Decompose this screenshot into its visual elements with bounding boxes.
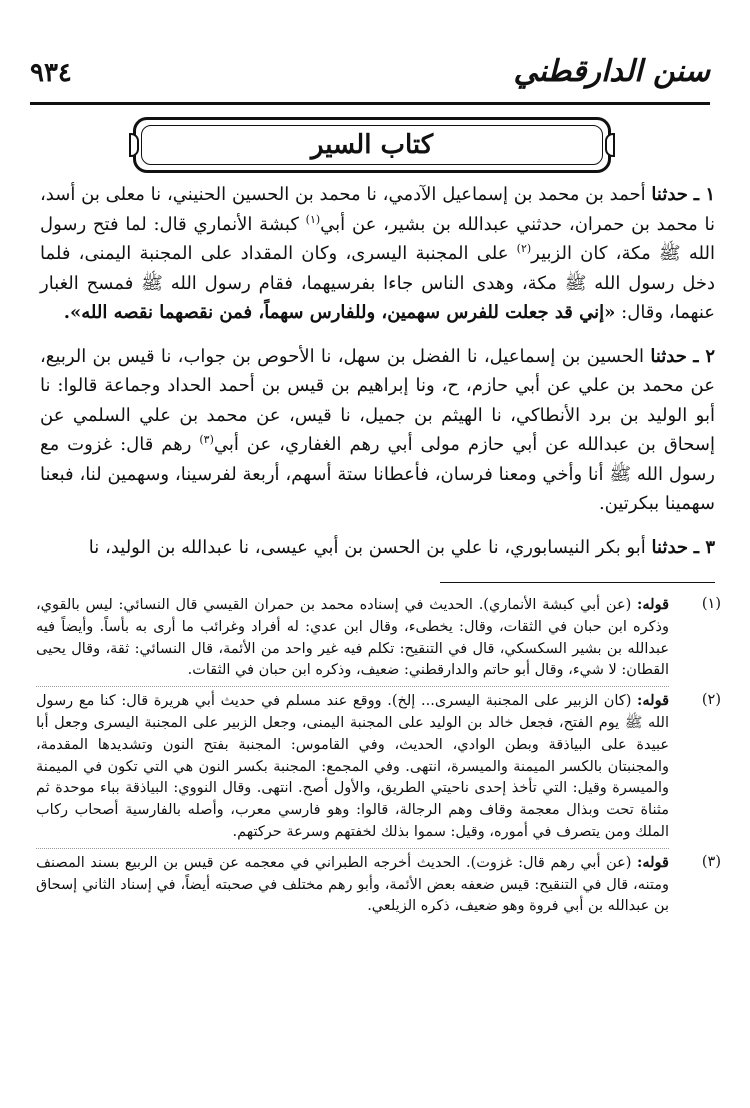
narration-lead: حدثنا xyxy=(650,345,687,367)
footnote-ref-1: (١) xyxy=(305,212,321,226)
book-title: سنن الدارقطني xyxy=(513,54,710,89)
narration-text: على المجنبة اليسرى، وكان المقداد على المجنبة اليمنى، فلما دخل رسول الله ﷺ مكة، وهدى الناس جاءا بفرسيهما، فقام رسول الله ﷺ فمسح الغبار عنهما، وقال: xyxy=(40,243,715,323)
footnote-quote: (عن أبي كبشة الأنماري). xyxy=(478,597,632,613)
footnote-keyword: قوله: xyxy=(637,853,669,871)
footnote-ref-3: (٣) xyxy=(199,433,214,446)
hadith-paragraph-2 xyxy=(40,342,715,519)
footnote-3 xyxy=(36,852,721,918)
footnote-1 xyxy=(36,594,721,682)
footnotes xyxy=(36,594,721,926)
isnad-text: الحسين بن إسماعيل، نا الفضل بن سهل، نا الأحوص بن جواب، نا قيس بن الربيع، عن محمد بن علي عن أبي حازم، ح، ونا إبراهيم بن قيس بن أحمد الحداد وجماعة قالوا: نا أبو الوليد بن برد الأنطاكي، نا الهيثم بن جميل، نا قيس، عن محمد بن علي السلمي عن إسحاق بن عبدالله عن أبي حازم مولى أبي رهم الغفاري، عن أبي xyxy=(40,345,715,455)
hadith-number: ١ ـ xyxy=(693,184,715,205)
chapter-title: كتاب السير xyxy=(310,130,434,160)
isnad-text: أحمد بن محمد بن إسماعيل الآدمي، نا محمد بن الحسين الحنيني، نا معلى بن أسد، نا محمد بن حمران، حدثني عبدالله بن بشير، عن أبي xyxy=(40,184,715,235)
footnote-text: الحديث في إسناده محمد بن حمران القيسي قال النسائي: ليس بالقوي، وذكره ابن حبان في الثقات، وقال: يخطىء، وقال ابن عدي: له أفراد وغرائب ما أرى به بأساً. وأيضاً فيه عبدالله بن بشير السكسكي، قال في التنقيح: تكلم فيه غير واحد من الأئمة، قال النسائي: ثقة، وقال يحيى القطان: لا شيء، وقال أبو حاتم والدارقطني: ضعيف، وذكره ابن حبان في الثقات. xyxy=(36,597,669,679)
footnote-marker: (٣) xyxy=(701,853,721,870)
narration-lead: حدثنا xyxy=(651,536,689,558)
footnote-marker: (٢) xyxy=(701,692,721,709)
hadith-paragraph-1 xyxy=(40,180,715,328)
main-text xyxy=(40,180,715,576)
footnote-divider xyxy=(36,848,669,849)
footnote-divider xyxy=(36,686,669,687)
footnote-marker: (١) xyxy=(701,596,721,612)
hadith-number: ٢ ـ xyxy=(693,345,715,367)
page-number: ٩٣٤ xyxy=(30,58,72,88)
footnote-keyword: قوله: xyxy=(637,596,670,613)
footnote-quote: (عن أبي رهم قال: غزوت). xyxy=(465,854,632,871)
narration-text: كبشة الأنماري قال: لما فتح رسول الله ﷺ مكة، كان الزبير xyxy=(40,213,715,264)
page-header xyxy=(30,52,710,105)
footnote-separator xyxy=(440,582,715,583)
footnote-quote: (كان الزبير على المجنبة اليسرى... إلخ). xyxy=(387,693,632,710)
footnote-text: الحديث أخرجه الطبراني في معجمه عن قيس بن الربيع بسند المصنف ومتنه، قال في التنقيح: قيس ضعفه بعض الأئمة، وأبو رهم مختلف في صحبته أيضاً، في إسناد الثاني إسحاق بن عبدالله بن أبي فروة وهو ضعيف، ذكره الزيلعي. xyxy=(36,854,669,915)
footnote-text: ووقع عند مسلم في حديث أبي هريرة قال: كنا مع رسول الله ﷺ يوم الفتح، فجعل خالد بن الوليد على المجنبة اليمنى، وجعل الزبير على المجنبة اليسرى وجعل أبا عبيدة على البياذقة وبطن الوادي، الحديث، وفي القاموس: المجنبة بفتح النون وتشديدها المقدمة، والمجنبتان بالكسر الميمنة والميسرة، انتهى. وفي المجمع: المجنبة بكسر النون هي التي تكون في الميمنة والميسرة وقيل: التي تأخذ إحدى ناحيتي الطريق، والأول أصح. انتهى. وقال النووي: البياذقة بباء موحدة ثم مثناة تحت وبذال معجمة وقاف وهم الرجالة، قالوا: وهو فارسي معرب، وأصله بالفارسية أصحاب ركاب الملك ومن يتصرف في أموره، وقيل: سموا بذلك لخفتهم وسرعة حركتهم. xyxy=(36,693,669,840)
hadith-paragraph-3 xyxy=(40,533,715,563)
narration-lead: حدثنا xyxy=(651,184,688,205)
footnote-ref-2: (٢) xyxy=(516,242,532,255)
frame-ornament-right xyxy=(605,133,615,157)
isnad-text: أبو بكر النيسابوري، نا علي بن الحسن بن أبي عيسى، نا عبدالله بن الوليد، نا xyxy=(88,536,646,558)
hadith-number: ٣ ـ xyxy=(693,536,715,558)
hadith-quote: «إني قد جعلت للفرس سهمين، وللفارس سهماً، فمن نقصهما نقصه الله». xyxy=(63,302,616,323)
footnote-2 xyxy=(36,690,721,844)
narration-text: رهم قال: غزوت مع رسول الله ﷺ أنا وأخي ومعنا فرسان، فأعطانا ستة أسهم، أربعة لفرسينا، وسهمين لنا، فبعنا سهمينا ببكرتين. xyxy=(40,434,715,514)
footnote-keyword: قوله: xyxy=(637,692,669,710)
chapter-title-inner-frame xyxy=(141,125,603,165)
frame-ornament-left xyxy=(129,133,139,157)
chapter-title-frame xyxy=(133,117,611,173)
